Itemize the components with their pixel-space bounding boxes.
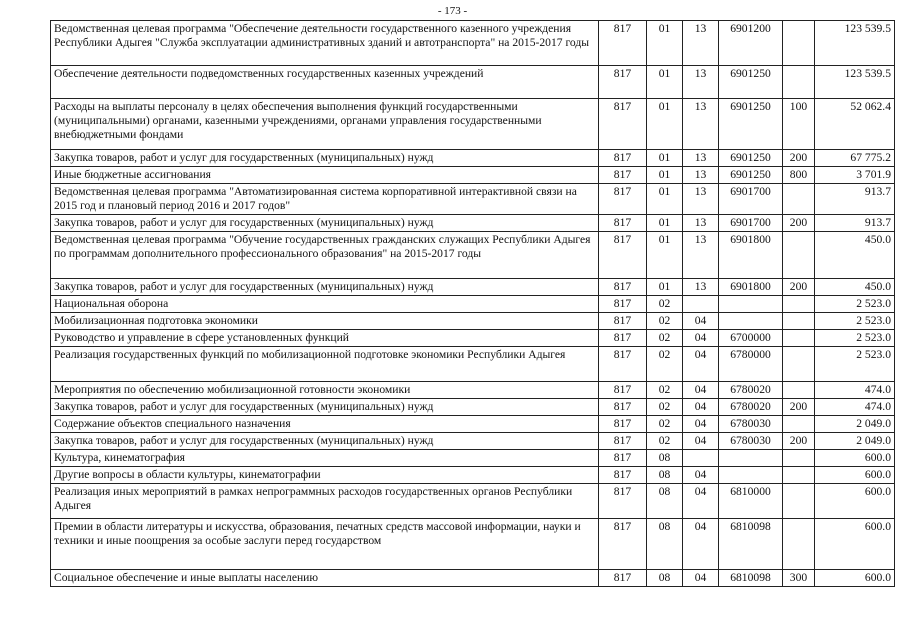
row-sum-cell: 450.0 <box>815 232 895 279</box>
row-sum-cell: 913.7 <box>815 184 895 215</box>
row-sum-cell: 474.0 <box>815 399 895 416</box>
row-grbs-cell: 817 <box>599 279 647 296</box>
budget-table <box>50 20 895 587</box>
row-section-cell: 01 <box>647 66 683 99</box>
row-sum-cell: 600.0 <box>815 484 895 519</box>
row-name-cell: Культура, кинематография <box>51 450 599 467</box>
row-name-cell: Ведомственная целевая программа "Обучение государственных гражданских служащих Республики Адыгея по программам дополнительного профессионального образования" на 2015-2017 годы <box>51 232 599 279</box>
row-subsection-cell: 13 <box>683 279 719 296</box>
row-expense-type-cell <box>783 450 815 467</box>
page-number: - 173 - <box>437 5 468 17</box>
row-grbs-cell: 817 <box>599 313 647 330</box>
row-expense-type-cell <box>783 416 815 433</box>
row-sum-cell: 3 701.9 <box>815 167 895 184</box>
row-sum-cell: 2 523.0 <box>815 313 895 330</box>
table-row <box>51 433 895 450</box>
row-section-cell: 01 <box>647 184 683 215</box>
table-row <box>51 184 895 215</box>
row-expense-type-cell <box>783 484 815 519</box>
row-subsection-cell: 13 <box>683 99 719 150</box>
table-row <box>51 467 895 484</box>
row-sum-cell: 123 539.5 <box>815 66 895 99</box>
row-expense-type-cell <box>783 382 815 399</box>
row-subsection-cell <box>683 450 719 467</box>
row-section-cell: 02 <box>647 382 683 399</box>
row-subsection-cell: 04 <box>683 330 719 347</box>
row-target-article-cell <box>719 450 783 467</box>
row-grbs-cell: 817 <box>599 450 647 467</box>
row-name-cell: Закупка товаров, работ и услуг для государственных (муниципальных) нужд <box>51 215 599 232</box>
row-section-cell: 08 <box>647 484 683 519</box>
row-target-article-cell: 6901700 <box>719 184 783 215</box>
row-grbs-cell: 817 <box>599 433 647 450</box>
row-grbs-cell: 817 <box>599 150 647 167</box>
row-target-article-cell <box>719 296 783 313</box>
row-target-article-cell: 6901700 <box>719 215 783 232</box>
row-section-cell: 01 <box>647 99 683 150</box>
table-row <box>51 313 895 330</box>
row-expense-type-cell <box>783 296 815 313</box>
row-subsection-cell: 04 <box>683 467 719 484</box>
row-subsection-cell: 13 <box>683 21 719 66</box>
row-sum-cell: 52 062.4 <box>815 99 895 150</box>
row-sum-cell: 2 049.0 <box>815 416 895 433</box>
row-name-cell: Ведомственная целевая программа "Автоматизированная система корпоративной интерактивной связи на 2015 год и плановый период 2016 и 2017 годов" <box>51 184 599 215</box>
table-row <box>51 399 895 416</box>
row-grbs-cell: 817 <box>599 519 647 570</box>
row-target-article-cell: 6780030 <box>719 433 783 450</box>
row-sum-cell: 913.7 <box>815 215 895 232</box>
row-grbs-cell: 817 <box>599 184 647 215</box>
row-section-cell: 02 <box>647 347 683 382</box>
row-target-article-cell: 6780020 <box>719 382 783 399</box>
row-section-cell: 02 <box>647 330 683 347</box>
row-section-cell: 01 <box>647 232 683 279</box>
row-sum-cell: 600.0 <box>815 450 895 467</box>
row-grbs-cell: 817 <box>599 167 647 184</box>
row-section-cell: 02 <box>647 313 683 330</box>
row-expense-type-cell <box>783 519 815 570</box>
row-subsection-cell: 13 <box>683 232 719 279</box>
row-grbs-cell: 817 <box>599 296 647 313</box>
table-row <box>51 570 895 587</box>
row-sum-cell: 600.0 <box>815 467 895 484</box>
row-name-cell: Руководство и управление в сфере установленных функций <box>51 330 599 347</box>
row-subsection-cell: 04 <box>683 433 719 450</box>
row-grbs-cell: 817 <box>599 570 647 587</box>
row-expense-type-cell: 300 <box>783 570 815 587</box>
row-expense-type-cell: 100 <box>783 99 815 150</box>
row-name-cell: Другие вопросы в области культуры, кинематографии <box>51 467 599 484</box>
row-grbs-cell: 817 <box>599 215 647 232</box>
row-name-cell: Премии в области литературы и искусства, образования, печатных средств массовой информации, науки и техники и иные поощрения за особые заслуги перед государством <box>51 519 599 570</box>
row-subsection-cell: 13 <box>683 66 719 99</box>
row-expense-type-cell: 200 <box>783 279 815 296</box>
row-sum-cell: 2 523.0 <box>815 347 895 382</box>
table-body <box>51 21 895 587</box>
table-row <box>51 347 895 382</box>
row-expense-type-cell <box>783 232 815 279</box>
row-section-cell: 02 <box>647 399 683 416</box>
row-grbs-cell: 817 <box>599 232 647 279</box>
row-expense-type-cell: 200 <box>783 215 815 232</box>
row-expense-type-cell <box>783 467 815 484</box>
row-name-cell: Ведомственная целевая программа "Обеспечение деятельности государственного казенного учреждения Республики Адыгея "Служба эксплуатации административных зданий и автотранспорта" на 2015-2017 годы <box>51 21 599 66</box>
row-section-cell: 02 <box>647 433 683 450</box>
table-row <box>51 215 895 232</box>
row-name-cell: Мероприятия по обеспечению мобилизационной готовности экономики <box>51 382 599 399</box>
row-expense-type-cell <box>783 313 815 330</box>
row-grbs-cell: 817 <box>599 347 647 382</box>
row-grbs-cell: 817 <box>599 66 647 99</box>
row-section-cell: 02 <box>647 296 683 313</box>
row-target-article-cell: 6780020 <box>719 399 783 416</box>
row-target-article-cell: 6901250 <box>719 99 783 150</box>
row-subsection-cell: 13 <box>683 215 719 232</box>
row-subsection-cell: 04 <box>683 313 719 330</box>
row-expense-type-cell <box>783 330 815 347</box>
row-expense-type-cell <box>783 21 815 66</box>
row-expense-type-cell <box>783 66 815 99</box>
row-section-cell: 01 <box>647 279 683 296</box>
row-subsection-cell <box>683 296 719 313</box>
row-name-cell: Реализация государственных функций по мобилизационной подготовке экономики Республики Адыгея <box>51 347 599 382</box>
table-row <box>51 296 895 313</box>
row-grbs-cell: 817 <box>599 99 647 150</box>
row-sum-cell: 600.0 <box>815 519 895 570</box>
table-row <box>51 484 895 519</box>
row-subsection-cell: 04 <box>683 570 719 587</box>
row-section-cell: 02 <box>647 416 683 433</box>
row-name-cell: Закупка товаров, работ и услуг для государственных (муниципальных) нужд <box>51 399 599 416</box>
row-section-cell: 08 <box>647 450 683 467</box>
row-name-cell: Национальная оборона <box>51 296 599 313</box>
row-section-cell: 08 <box>647 519 683 570</box>
row-target-article-cell <box>719 467 783 484</box>
row-subsection-cell: 04 <box>683 399 719 416</box>
row-expense-type-cell: 200 <box>783 399 815 416</box>
row-section-cell: 01 <box>647 21 683 66</box>
row-name-cell: Расходы на выплаты персоналу в целях обеспечения выполнения функций государственными (муниципальными) органами, казенными учреждениями, органами управления государственными внебюджетными фондами <box>51 99 599 150</box>
row-grbs-cell: 817 <box>599 330 647 347</box>
row-name-cell: Реализация иных мероприятий в рамках непрограммных расходов государственных органов Республики Адыгея <box>51 484 599 519</box>
row-expense-type-cell: 200 <box>783 150 815 167</box>
row-target-article-cell: 6901250 <box>719 167 783 184</box>
row-name-cell: Закупка товаров, работ и услуг для государственных (муниципальных) нужд <box>51 150 599 167</box>
table-row <box>51 167 895 184</box>
row-sum-cell: 2 523.0 <box>815 296 895 313</box>
row-expense-type-cell <box>783 184 815 215</box>
row-grbs-cell: 817 <box>599 416 647 433</box>
row-sum-cell: 2 049.0 <box>815 433 895 450</box>
row-name-cell: Обеспечение деятельности подведомственных государственных казенных учреждений <box>51 66 599 99</box>
row-target-article-cell: 6901200 <box>719 21 783 66</box>
row-grbs-cell: 817 <box>599 484 647 519</box>
row-section-cell: 08 <box>647 570 683 587</box>
row-target-article-cell: 6810098 <box>719 570 783 587</box>
row-target-article-cell: 6901800 <box>719 232 783 279</box>
row-grbs-cell: 817 <box>599 399 647 416</box>
row-name-cell: Социальное обеспечение и иные выплаты населению <box>51 570 599 587</box>
row-subsection-cell: 04 <box>683 347 719 382</box>
row-expense-type-cell: 800 <box>783 167 815 184</box>
row-sum-cell: 2 523.0 <box>815 330 895 347</box>
row-subsection-cell: 13 <box>683 184 719 215</box>
table-row <box>51 150 895 167</box>
row-section-cell: 01 <box>647 215 683 232</box>
row-target-article-cell: 6700000 <box>719 330 783 347</box>
row-sum-cell: 67 775.2 <box>815 150 895 167</box>
row-name-cell: Мобилизационная подготовка экономики <box>51 313 599 330</box>
row-section-cell: 01 <box>647 150 683 167</box>
row-target-article-cell: 6901250 <box>719 150 783 167</box>
table-row <box>51 99 895 150</box>
row-subsection-cell: 13 <box>683 167 719 184</box>
row-name-cell: Закупка товаров, работ и услуг для государственных (муниципальных) нужд <box>51 279 599 296</box>
table-row <box>51 450 895 467</box>
table-row <box>51 416 895 433</box>
row-subsection-cell: 04 <box>683 382 719 399</box>
row-subsection-cell: 04 <box>683 484 719 519</box>
row-expense-type-cell <box>783 347 815 382</box>
row-target-article-cell <box>719 313 783 330</box>
row-name-cell: Содержание объектов специального назначения <box>51 416 599 433</box>
row-sum-cell: 123 539.5 <box>815 21 895 66</box>
table-row <box>51 66 895 99</box>
row-target-article-cell: 6901800 <box>719 279 783 296</box>
table-row <box>51 382 895 399</box>
row-target-article-cell: 6810098 <box>719 519 783 570</box>
row-name-cell: Закупка товаров, работ и услуг для государственных (муниципальных) нужд <box>51 433 599 450</box>
table-row <box>51 21 895 66</box>
table-row <box>51 519 895 570</box>
row-expense-type-cell: 200 <box>783 433 815 450</box>
row-sum-cell: 600.0 <box>815 570 895 587</box>
row-subsection-cell: 13 <box>683 150 719 167</box>
row-section-cell: 01 <box>647 167 683 184</box>
row-target-article-cell: 6780000 <box>719 347 783 382</box>
row-sum-cell: 474.0 <box>815 382 895 399</box>
row-grbs-cell: 817 <box>599 467 647 484</box>
row-sum-cell: 450.0 <box>815 279 895 296</box>
row-subsection-cell: 04 <box>683 519 719 570</box>
row-grbs-cell: 817 <box>599 21 647 66</box>
row-section-cell: 08 <box>647 467 683 484</box>
table-row <box>51 330 895 347</box>
row-name-cell: Иные бюджетные ассигнования <box>51 167 599 184</box>
row-target-article-cell: 6780030 <box>719 416 783 433</box>
row-grbs-cell: 817 <box>599 382 647 399</box>
table-row <box>51 279 895 296</box>
row-subsection-cell: 04 <box>683 416 719 433</box>
row-target-article-cell: 6810000 <box>719 484 783 519</box>
row-target-article-cell: 6901250 <box>719 66 783 99</box>
table-row <box>51 232 895 279</box>
